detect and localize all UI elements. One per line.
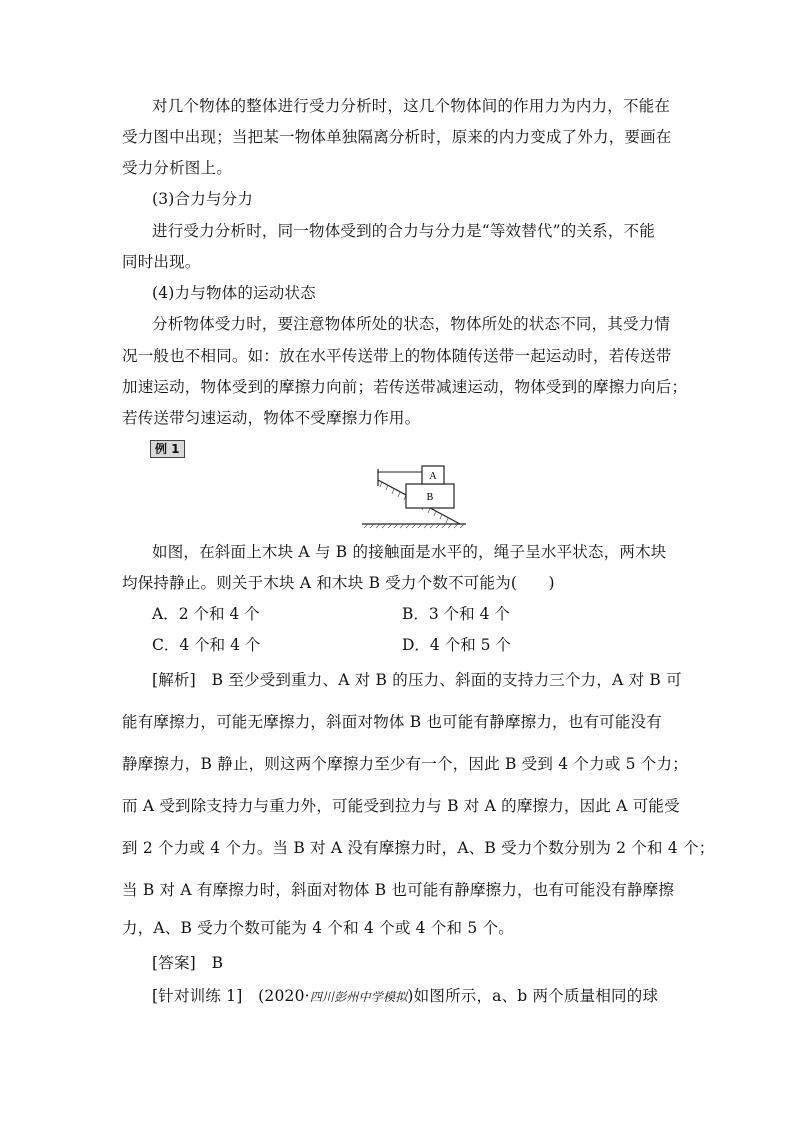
question-line: 如图，在斜面上木块 A 与 B 的接触面是水平的，绳子呈水平状态，两木块 (152, 543, 667, 561)
analysis-line: 能有摩擦力，可能无摩擦力，斜面对物体 B 也可能有静摩擦力，也有可能没有 (122, 713, 662, 731)
paragraph-line: 况一般也不相同。如：放在水平传送带上的物体随传送带一起运动时，若传送带 (122, 347, 672, 365)
training-prefix: [针对训练 1] (2020· (152, 987, 310, 1005)
question-line: 均保持静止。则关于木块 A 和木块 B 受力个数不可能为( ) (122, 574, 555, 592)
analysis-line: 而 A 受到除支持力与重力外，可能受到拉力与 B 对 A 的摩擦力，因此 A 可能受 (122, 797, 680, 815)
training-source: 四川彭州中学模拟 (309, 990, 408, 1004)
paragraph-line: 进行受力分析时，同一物体受到的合力与分力是“等效替代”的关系，不能 (152, 222, 655, 240)
option-b: B．3 个和 4 个 (402, 605, 510, 623)
analysis-line: 当 B 对 A 有摩擦力时，斜面对物体 B 也可能有静摩擦力，也有可能没有静摩擦 (122, 881, 675, 899)
incline-figure (360, 462, 470, 532)
analysis-line: 力，A、B 受力个数可能为 4 个和 4 个或 4 个和 5 个。 (122, 919, 514, 937)
analysis-line: [解析] B 至少受到重力、A 对 B 的压力、斜面的支持力三个力，A 对 B 可 (152, 671, 682, 689)
example-tag: 例 1 (150, 440, 185, 458)
block-b-label: B (426, 492, 434, 503)
paragraph-line: 加速运动，物体受到的摩擦力向前；若传送带减速运动，物体受到的摩擦力向后； (122, 378, 688, 396)
training-suffix: )如图所示，a、b 两个质量相同的球 (407, 987, 659, 1005)
section-heading: (3)合力与分力 (152, 190, 254, 208)
paragraph-line: 对几个物体的整体进行受力分析时，这几个物体间的作用力为内力，不能在 (152, 97, 671, 115)
block-a-label: A (429, 471, 437, 482)
analysis-line: 到 2 个力或 4 个力。当 B 对 A 没有摩擦力时，A、B 受力个数分别为 2 个和 4 个； (122, 839, 715, 857)
training-line (152, 986, 712, 1007)
paragraph-line: 分析物体受力时，要注意物体所处的状态，物体所处的状态不同，其受力情 (152, 315, 671, 333)
answer-line: [答案] B (152, 954, 224, 972)
paragraph-line: 同时出现。 (122, 253, 201, 271)
option-c: C．4 个和 4 个 (152, 636, 261, 654)
analysis-line: 静摩擦力，B 静止，则这两个摩擦力至少有一个，因此 B 受到 4 个力或 5 个力； (122, 755, 688, 773)
paragraph-line: 受力图中出现；当把某一物体单独隔离分析时，原来的内力变成了外力，要画在 (122, 128, 672, 146)
paragraph-line: 若传送带匀速运动，物体不受摩擦力作用。 (122, 409, 421, 427)
section-heading: (4)力与物体的运动状态 (152, 284, 316, 302)
option-a: A．2 个和 4 个 (152, 605, 260, 623)
paragraph-line: 受力分析图上。 (122, 159, 232, 177)
option-d: D．4 个和 5 个 (402, 636, 511, 654)
